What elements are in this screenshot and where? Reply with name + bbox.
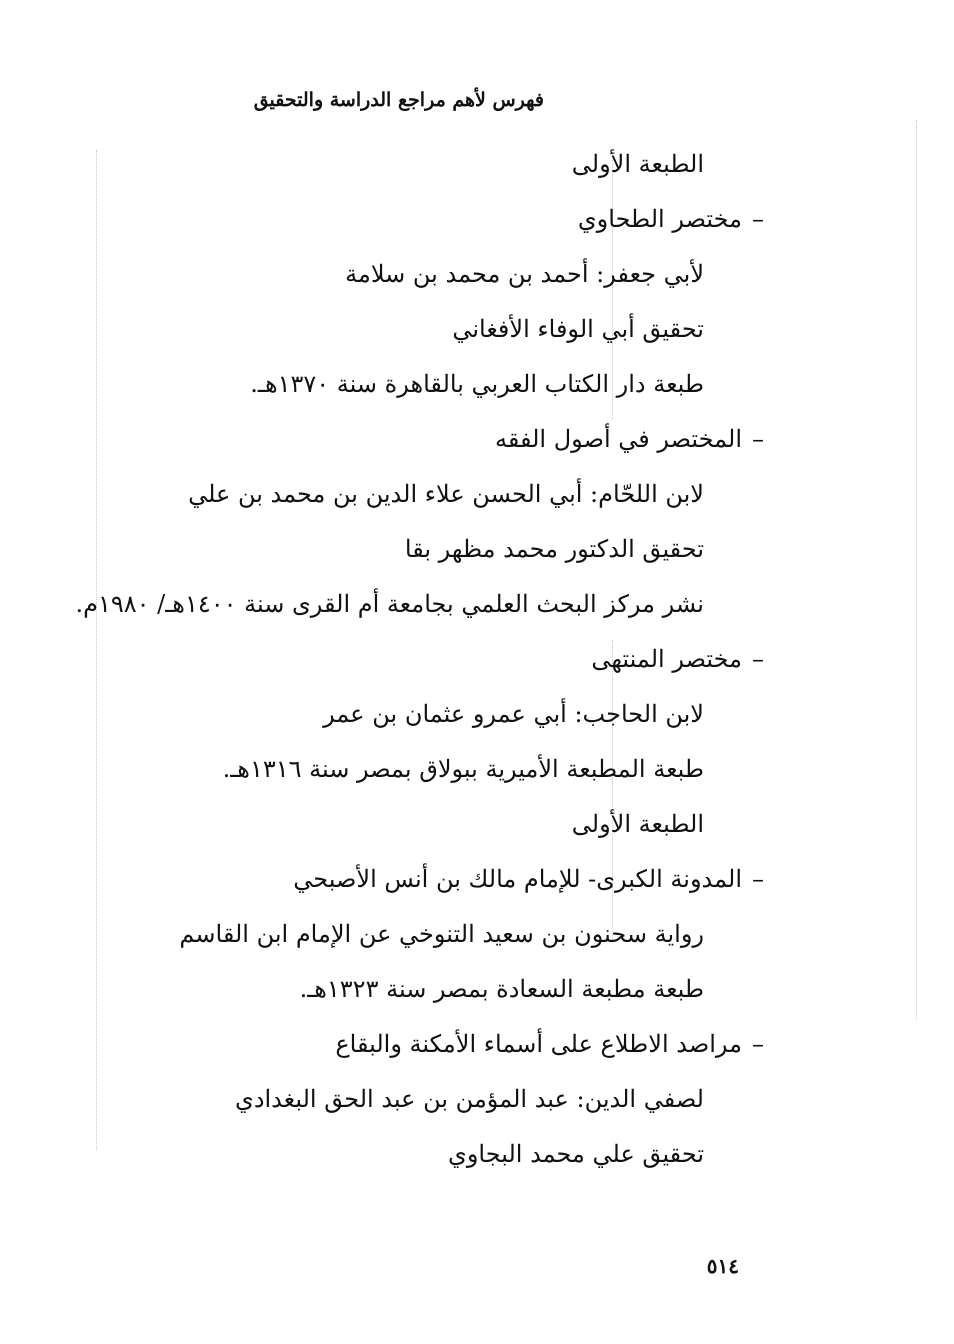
reference-line [323, 694, 704, 734]
reference-title: المختصر في أصول الفقه [494, 425, 742, 453]
reference-text: الطبعة الأولى [571, 150, 704, 178]
reference-line [300, 969, 704, 1009]
reference-text: لأبي جعفر: أحمد بن محمد بن سلامة [345, 260, 704, 288]
reference-line [405, 529, 704, 569]
entry-dash: – [752, 865, 764, 893]
reference-entry [335, 1024, 764, 1064]
page-number: ٥١٤ [706, 1254, 739, 1278]
reference-entry [578, 199, 764, 239]
reference-text: لصفي الدين: عبد المؤمن بن عبد الحق البغدادي [235, 1085, 704, 1113]
reference-text: طبعة المطبعة الأميرية ببولاق بمصر سنة ١٣١٦هـ. [222, 755, 704, 783]
reference-line [223, 749, 704, 789]
reference-text: تحقيق أبي الوفاء الأفغاني [452, 315, 704, 343]
reference-line [572, 804, 704, 844]
entry-dash: – [752, 1030, 764, 1058]
reference-title: مختصر المنتهى [591, 645, 742, 673]
reference-text: طبعة مطبعة السعادة بمصر سنة ١٣٢٣هـ. [299, 975, 704, 1003]
reference-line [188, 474, 704, 514]
entry-dash: – [752, 425, 764, 453]
reference-line [75, 584, 704, 624]
reference-text: تحقيق علي محمد البجاوي [448, 1140, 704, 1168]
reference-entry [591, 639, 764, 679]
reference-line [250, 364, 704, 404]
reference-title: مراصد الاطلاع على أسماء الأمكنة والبقاع [335, 1030, 742, 1058]
reference-text: لابن اللحّام: أبي الحسن علاء الدين بن محمد بن علي [188, 480, 704, 508]
reference-text: طبعة دار الكتاب العربي بالقاهرة سنة ١٣٧٠هـ. [250, 370, 704, 398]
reference-text: نشر مركز البحث العلمي بجامعة أم القرى سنة ١٤٠٠هـ/ ١٩٨٠م. [75, 590, 704, 618]
reference-line [448, 1134, 704, 1174]
reference-text: الطبعة الأولى [571, 810, 704, 838]
scan-margin-mark [96, 150, 97, 1150]
reference-line [235, 1079, 704, 1119]
reference-line [179, 914, 704, 954]
reference-line [452, 309, 704, 349]
reference-text: لابن الحاجب: أبي عمرو عثمان بن عمر [323, 700, 704, 728]
reference-entry [293, 859, 764, 899]
reference-text: رواية سحنون بن سعيد التنوخي عن الإمام ابن القاسم [179, 920, 704, 948]
entry-dash: – [752, 205, 764, 233]
reference-title: المدونة الكبرى- للإمام مالك بن أنس الأصبحي [293, 865, 742, 893]
entry-dash: – [752, 645, 764, 673]
scan-margin-mark [916, 120, 917, 1020]
page-header: فهرس لأهم مراجع الدراسة والتحقيق [253, 89, 544, 111]
reference-entry [495, 419, 764, 459]
reference-line [345, 254, 704, 294]
reference-line [572, 144, 704, 184]
reference-text: تحقيق الدكتور محمد مظهر بقا [404, 535, 704, 563]
reference-title: مختصر الطحاوي [577, 205, 742, 233]
